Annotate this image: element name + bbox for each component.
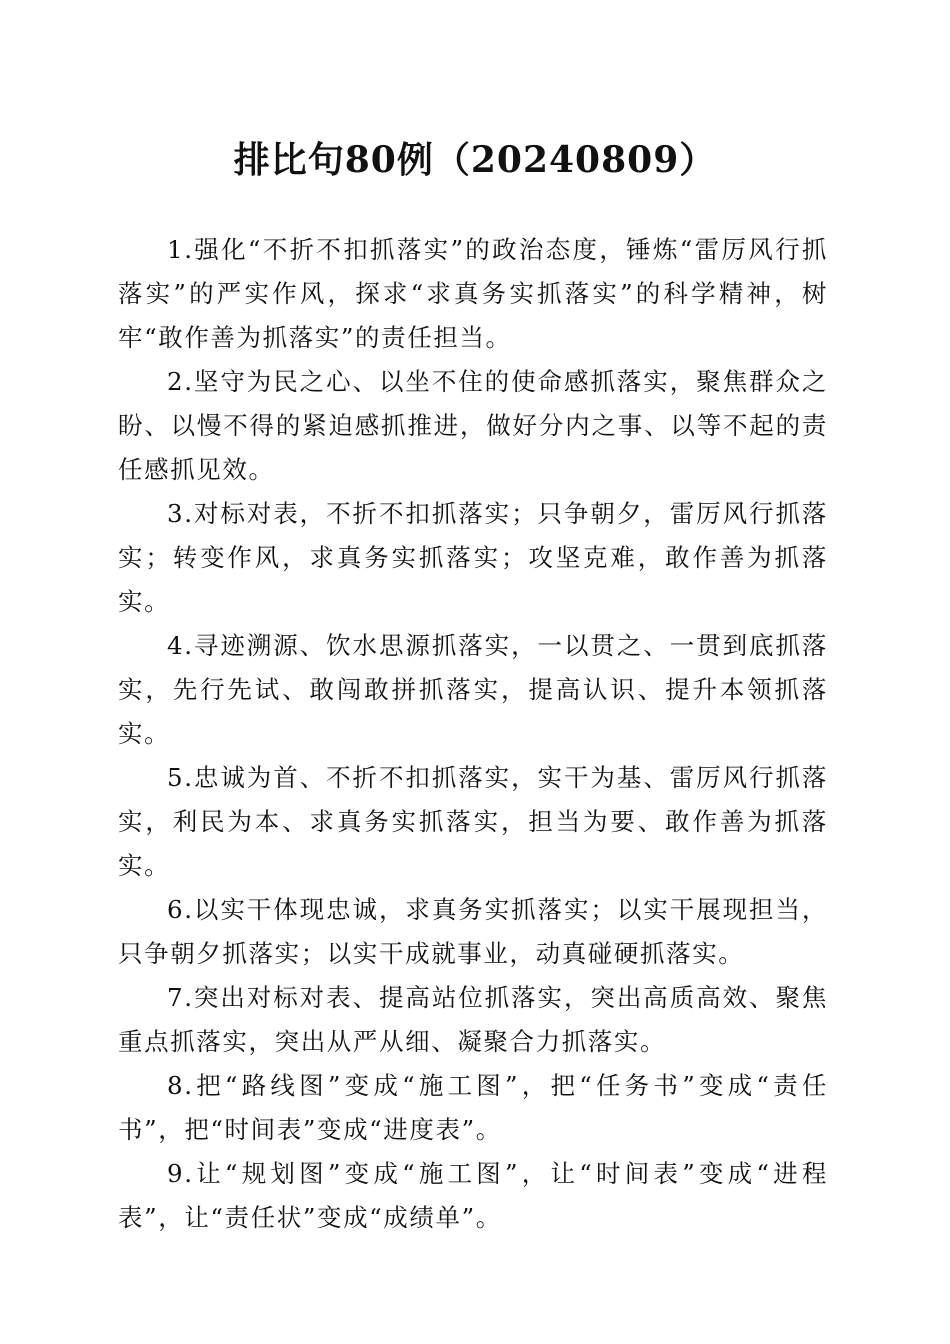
paragraph-9: 9.让“规划图”变成“施工图”，让“时间表”变成“进程表”，让“责任状”变成“成绩单”。 [118,1159,828,1232]
paragraph-1: 1.强化“不折不扣抓落实”的政治态度，锤炼“雷厉风行抓落实”的严实作风，探求“求真务实抓落实”的科学精神，树牢“敢作善为抓落实”的责任担当。 [118,235,828,352]
paragraph-5: 5.忠诚为首、不折不扣抓落实，实干为基、雷厉风行抓落实，利民为本、求真务实抓落实，担当为要、敢作善为抓落实。 [118,763,828,880]
paragraph-6: 6.以实干体现忠诚，求真务实抓落实；以实干展现担当，只争朝夕抓落实；以实干成就事业，动真碰硬抓落实。 [118,895,828,968]
paragraph-4: 4.寻迹溯源、饮水思源抓落实，一以贯之、一贯到底抓落实，先行先试、敢闯敢拼抓落实，提高认识、提升本领抓落实。 [118,631,828,748]
paragraph-7: 7.突出对标对表、提高站位抓落实，突出高质高效、聚焦重点抓落实，突出从严从细、凝聚合力抓落实。 [118,983,828,1056]
paragraph-8: 8.把“路线图”变成“施工图”，把“任务书”变成“责任书”，把“时间表”变成“进度表”。 [118,1071,828,1144]
paragraph-3: 3.对标对表，不折不扣抓落实；只争朝夕，雷厉风行抓落实；转变作风，求真务实抓落实；攻坚克难，敢作善为抓落实。 [118,499,828,616]
page-title: 排比句80例（20240809） [233,139,717,181]
paragraph-2: 2.坚守为民之心、以坐不住的使命感抓落实，聚焦群众之盼、以慢不得的紧迫感抓推进，做好分内之事、以等不起的责任感抓见效。 [118,367,828,484]
document-body [118,228,828,1240]
